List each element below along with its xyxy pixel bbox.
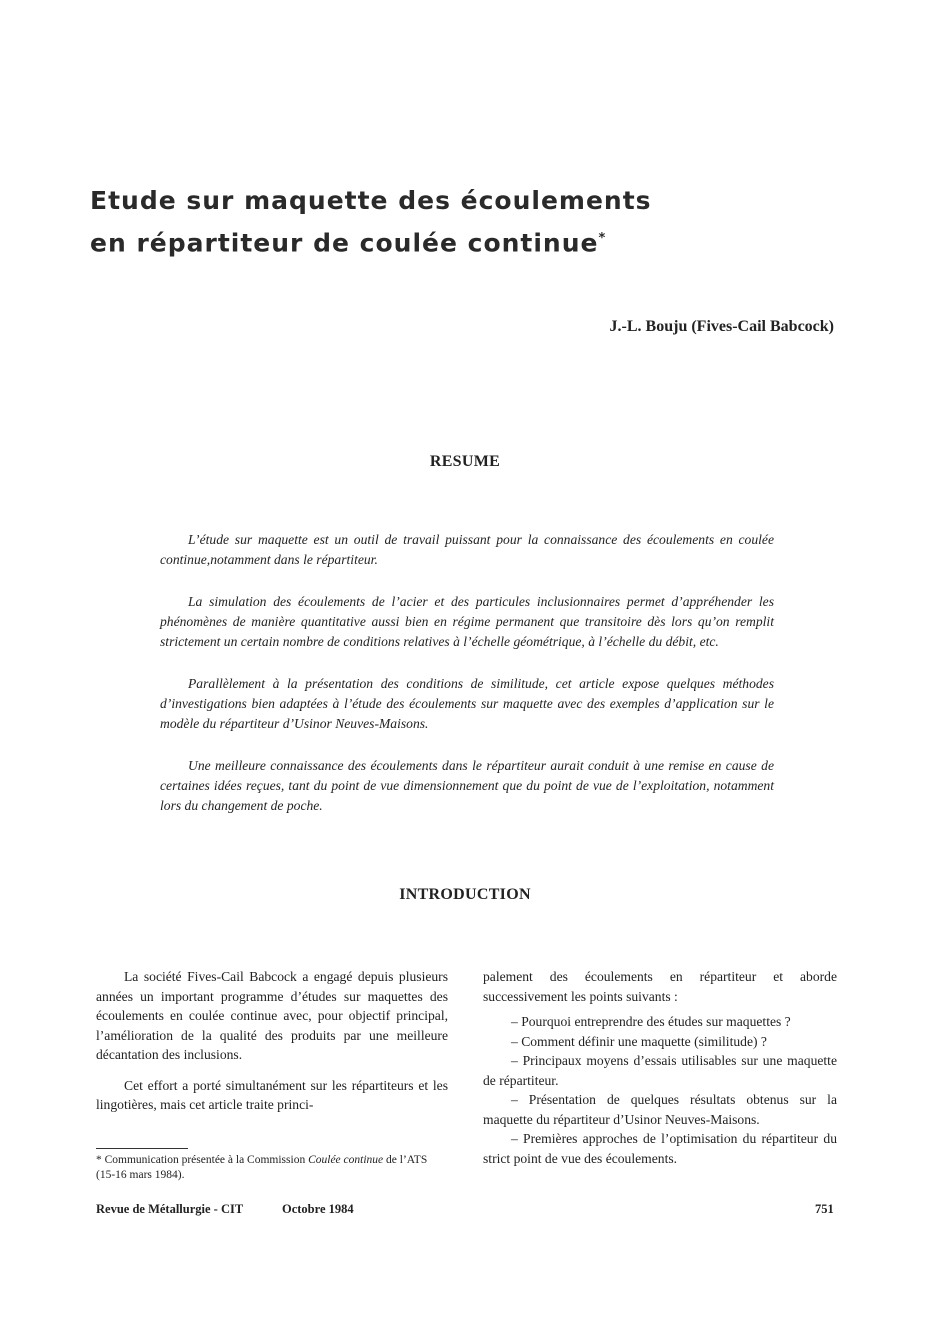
footer-journal: Revue de Métallurgie - CIT <box>96 1202 244 1216</box>
abstract-paragraph: La simulation des écoulements de l’acier et des particules inclusionnaires permet d’appréhender les phénomènes de manière quantitative aussi bien en régime permanent que transitoire dès lors qu’on remplit strictement un certain nombre de conditions relatives à l’échelle géométrique, à l’échelle du débit, etc. <box>160 594 774 649</box>
author-line: J.-L. Bouju (Fives-Cail Babcock) <box>609 318 834 335</box>
list-item: – Principaux moyens d’essais utilisables sur une maquette de répartiteur. <box>483 1053 837 1088</box>
list-item: – Pourquoi entreprendre des études sur maquettes ? <box>511 1014 791 1029</box>
abstract-paragraph: Une meilleure connaissance des écoulements dans le répartiteur aurait conduit à une remise en cause de certaines idées reçues, tant du point de vue dimensionnement que du point de vue de l’exploitation, notamment lors du changement de poche. <box>160 758 774 813</box>
body-paragraph: Cet effort a porté simultanément sur les répartiteurs et les lingotières, mais cet article traite princi- <box>96 1077 448 1112</box>
list-item: – Présentation de quelques résultats obtenus sur la maquette du répartiteur d’Usinor Neuves-Maisons. <box>483 1092 837 1127</box>
list-item: – Premières approches de l’optimisation du répartiteur du strict point de vue des écoulements. <box>483 1131 837 1166</box>
footer-date: Octobre 1984 <box>282 1202 354 1216</box>
article-title <box>90 182 652 262</box>
body-paragraph: palement des écoulements en répartiteur et aborde successivement les points suivants : <box>483 969 837 1004</box>
footnote-prefix: * Communication présentée à la Commission <box>96 1154 309 1166</box>
title-line-1: Etude sur maquette des écoulements <box>90 186 652 215</box>
page-number: 751 <box>815 1202 834 1216</box>
footnote-rule <box>96 1148 188 1149</box>
abstract-paragraph: L’étude sur maquette est un outil de travail puissant pour la connaissance des écoulements en coulée continue,notamment dans le répartiteur. <box>160 532 774 567</box>
introduction-heading: INTRODUCTION <box>399 886 531 903</box>
title-line-2: en répartiteur de coulée continue <box>90 228 599 258</box>
footnote-suffix: de l’ATS (15-16 mars 1984). <box>96 1154 428 1181</box>
footnote-italic: Coulée continue <box>308 1154 384 1166</box>
title-footnote-marker: * <box>598 231 607 246</box>
intro-right-column <box>483 967 837 1168</box>
resume-heading: RESUME <box>429 453 501 470</box>
abstract <box>160 530 774 838</box>
body-paragraph: La société Fives-Cail Babcock a engagé depuis plusieurs années un important programme d’études sur maquettes des écoulements en coulée continue avec, pour objectif principal, l’amélioration de la qualité des produits par une meilleure décantation des inclusions. <box>96 969 448 1062</box>
intro-left-column <box>96 967 448 1126</box>
footnote <box>96 1153 448 1183</box>
abstract-paragraph: Parallèlement à la présentation des conditions de similitude, cet article expose quelques méthodes d’investigations bien adaptées à l’étude des écoulements sur maquette avec des exemples d’application sur le modèle du répartiteur d’Usinor Neuves-Maisons. <box>160 676 774 731</box>
list-item: – Comment définir une maquette (similitude) ? <box>511 1033 767 1049</box>
